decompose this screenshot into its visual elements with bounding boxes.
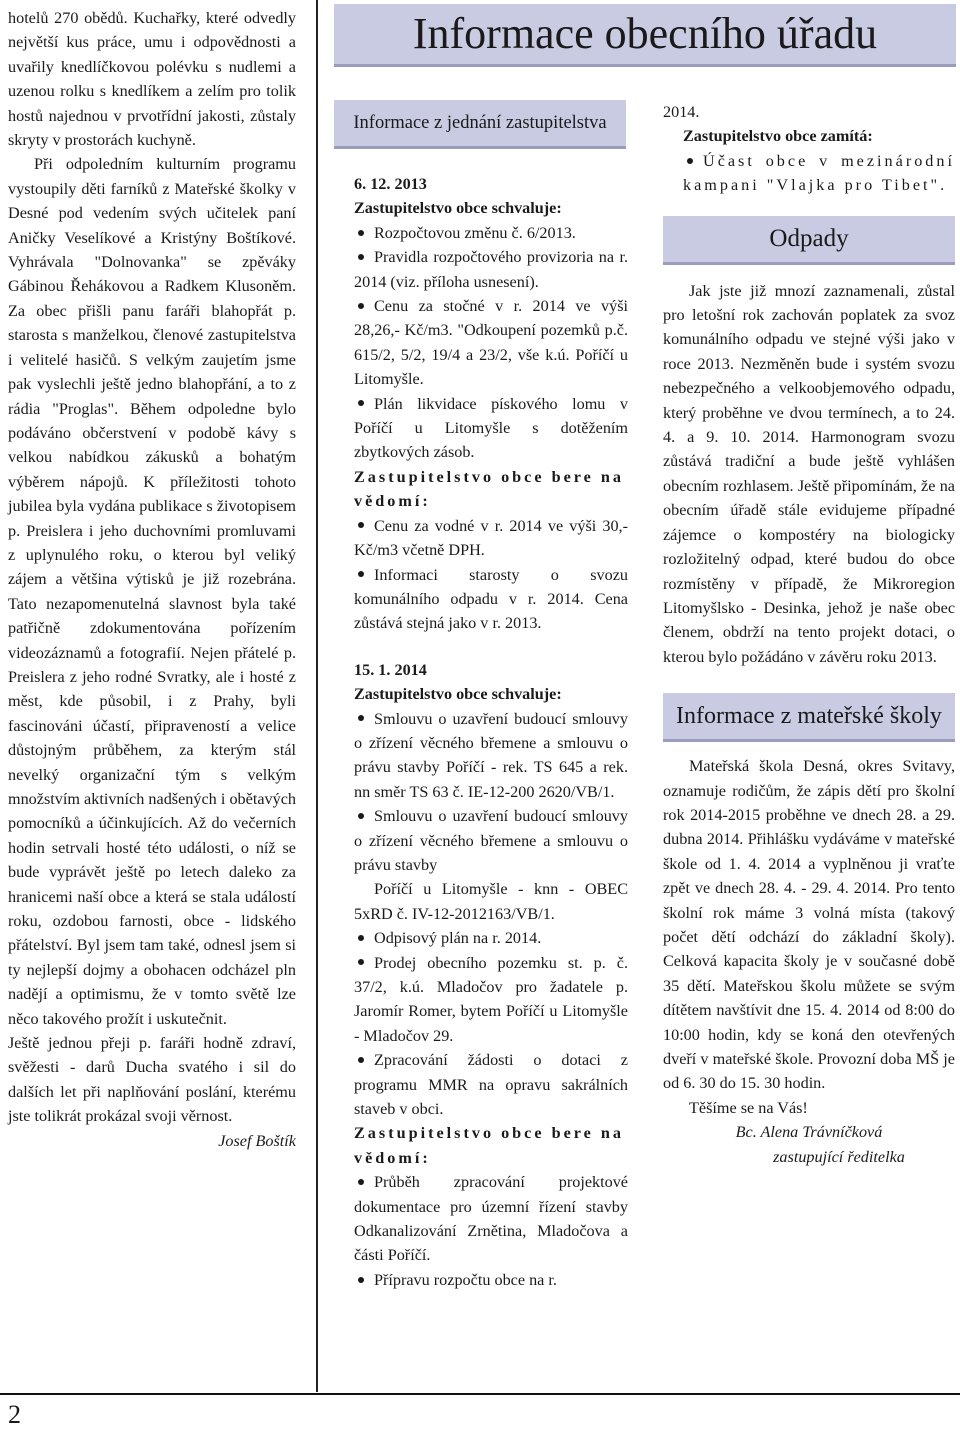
list-item: Informaci starosty o svozu komunálního odpadu v r. 2014. Cena zůstává stejná jako v r. 2013. xyxy=(354,565,628,633)
bullet-icon xyxy=(358,813,364,819)
paragraph: hotelů 270 obědů. Kuchařky, které odvedly největší kus práce, umu i odpovědnosti a uvařily knedlíčkovou polévku s nudlemi a uzenou rolku s knedlíkem a zelím pro tolik hostů najednou v prvotřídní jakosti, zůstaly skryty v prostorách kuchyně. xyxy=(8,9,296,150)
section-title-kindergarten: Informace z mateřské školy xyxy=(663,693,955,742)
list-item: Průběh zpracování projektové dokumentace pro územní řízení stavby Odkanalizování Zrnětina, Mladočova a části Poříčí. xyxy=(354,1173,628,1265)
notes-heading: Zastupitelstvo obce bere na vědomí: xyxy=(354,467,625,511)
rejects-heading: Zastupitelstvo obce zamítá: xyxy=(683,127,873,146)
list-item: Smlouvu o uzavření budoucí smlouvy o zřízení věcného břemene a smlouvu o právu stavby Poříčí - rek. TS 645 a rek. nn směr TS 63 č. IE-12-200 2620/VB/1. xyxy=(354,709,628,801)
article-column-left xyxy=(8,6,296,1153)
article-column-right xyxy=(663,100,955,1169)
footer-rule xyxy=(0,1393,960,1395)
paragraph: Ještě jednou přeji p. faráři hodně zdraví, svěžesti - darů Ducha svatého i sil do dalších let při naplňování poslání, kterému jste tolikrát prokázal svoji věrnost. xyxy=(8,1034,296,1126)
list-item: Prodej obecního pozemku st. p. č. 37/2, k.ú. Mladočov pro žadatele p. Jaromír Romer, bytem Poříčí u Litomyšle - Mladočov 29. xyxy=(354,953,628,1045)
list-item: Smlouvu o uzavření budoucí smlouvy o zřízení věcného břemene a smlouvu o právu stavby xyxy=(354,807,628,874)
bullet-icon xyxy=(358,1057,364,1063)
closing-line: Těšíme se na Vás! xyxy=(689,1098,808,1117)
section-title-council: Informace z jednání zastupitelstva xyxy=(334,100,626,149)
bullet-icon xyxy=(358,303,364,309)
list-item: Zpracování žádosti o dotaci z programu MMR na opravu sakrálních staveb v obci. xyxy=(354,1051,628,1119)
column-divider xyxy=(316,0,318,1392)
bullet-icon xyxy=(358,522,364,528)
meeting-date: 15. 1. 2014 xyxy=(354,660,427,679)
list-item: Cenu za stočné v r. 2014 ve výši 28,26,- Kč/m3. "Odkoupení pozemků p.č. 615/2, 5/2, 19/4 a 23/2, vše k.ú. Poříčí u Litomyšle. xyxy=(354,297,628,389)
paragraph: Při odpoledním kulturním programu vystoupily děti farníků z Mateřské školky v Desné pod vedením svých učitelek paní Aničky Veselíkové a Kristýny Boštíkové. Vyhrávala "Dolnovanka" se zpěváky Gábinou Řehákovou a Radkem Klusoněm. Za obec přišli panu faráři blahopřát p. starosta s manželkou, členové zastupitelstva i velitelé hasičů. S velkým zaujetím jsme pak vyslechli ještě jedno blahopřání, a to z rádia "Proglas". Během odpoledne bylo podáváno občerstvení v podobě kávy s velkou nabídkou zákusků a bohatým výběrem nápojů. K příležitosti tohoto jubilea byla vydána publikace s životopisem p. Preislera i jeho duchovními promluvami z uplynulého roku, o kterou byl veliký zájem a většina výtisků je již rozebrána. Tato nezapomenutelná slavnost byla také patřičně zdokumentována pořízením videozáznamů a fotografií. Nejen přátelé p. Preislera z jeho rodné Svratky, ale i hosté z měst, kde působil, i z Prahy, byli fascinováni účastí, připraveností a velice důstojným průběhem, za kterým stál nevelký organizační tým s velkým množstvím aktivních nadšených i obětavých pomocníků a účinkujících. Až do večerních hodin setrvali hosté této události, o níž se bude vyprávět ještě po letech daleko za hranicemi naší obce a která se stala událostí roku, ozdobou farnosti, obce - lidského přátelství. Byl jsem tam také, odnesl jsem si ty nejlepší dojmy a obohacen odcházel pln nadějí a optimismu, že v tomto světě lze něco takového prožít i uskutečnit. xyxy=(8,155,296,1028)
section-title-waste: Odpady xyxy=(663,216,955,265)
list-item-continuation: Poříčí u Litomyšle - knn - OBEC 5xRD č. IV-12-2012163/VB/1. xyxy=(354,880,628,923)
page-number: 2 xyxy=(8,1400,21,1429)
list-item: Odpisový plán na r. 2014. xyxy=(354,926,628,950)
bullet-icon xyxy=(358,959,364,965)
paragraph: Jak jste již mnozí zaznamenali, zůstal pro letošní rok zachován poplatek za svoz komunálního odpadu ve stejné výši jako v roce 2013. Nezměněn bude i systém svozu nebezpečného a velkoobjemového odpadu, který proběhne ve dvou termínech, a to 24. 4. a 9. 10. 2014. Harmonogram svozu zůstává tradiční a bude ještě vyhlášen obecním rozhlasem. Ještě připomínám, že na obecním úřadě stále evidujeme případné zájemce o kompostéry na biologicky rozložitelný odpad, které budou do obce rozmístěny v případě, že Mikroregion Litomyšlsko - Desinka, jehož je naše obec členem, obdrží na tento projekt dotaci, o kterou bylo požádáno v závěru roku 2013. xyxy=(663,281,955,666)
signature-name: Bc. Alena Trávníčková xyxy=(735,1123,883,1142)
meeting-date: 6. 12. 2013 xyxy=(354,175,427,193)
notes-heading: Zastupitelstvo obce bere na vědomí: xyxy=(354,1124,625,1167)
bullet-icon xyxy=(358,400,364,406)
masthead-title: Informace obecního úřadu xyxy=(334,4,956,67)
list-item: Pravidla rozpočtového provizoria na r. 2014 (viz. příloha usnesení). xyxy=(354,248,628,291)
bullet-icon xyxy=(358,230,364,236)
bullet-icon xyxy=(358,571,364,577)
signature-role: zastupující ředitelka xyxy=(773,1147,905,1166)
bullet-icon xyxy=(358,1277,364,1283)
approves-heading: Zastupitelstvo obce schvaluje: xyxy=(354,685,562,704)
paragraph: Mateřská škola Desná, okres Svitavy, oznamuje rodičům, že zápis dětí pro školní rok 2014-2015 proběhne ve dnech 28. a 29. dubna 2014. Přihlášku vydáváme v mateřské škole od 1. 4. 2014 a vyplněnou ji vraťte zpět ve dnech 28. 4. - 29. 4. 2014. Pro tento školní rok máme 3 volná místa (takový počet dětí odchází do základní školy). Celková kapacita školy je v současné době 35 dětí. Mateřskou školu můžete se svým dítětem navštívit dne 15. 4. 2014 od 8:00 do 10:00 hodin, kdy se koná den otevřených dveří v mateřské škole. Provozní doba MŠ je od 6. 30 do 15. 30 hodin. xyxy=(663,757,955,1093)
bullet-icon xyxy=(358,715,364,721)
approves-heading: Zastupitelstvo obce schvaluje: xyxy=(354,199,562,218)
bullet-icon xyxy=(358,935,364,941)
list-item: Cenu za vodné v r. 2014 ve výši 30,- Kč/m3 včetně DPH. xyxy=(354,516,628,560)
author-signature: Josef Boštík xyxy=(218,1131,296,1150)
bullet-icon xyxy=(358,254,364,260)
list-item: Přípravu rozpočtu obce na r. xyxy=(354,1268,628,1292)
list-item: Plán likvidace pískového lomu v Poříčí u Litomyšle s dotěžením zbytkových zásob. xyxy=(354,394,628,462)
list-item: Rozpočtovou změnu č. 6/2013. xyxy=(354,221,628,245)
article-column-middle xyxy=(354,172,628,1292)
list-item: Účast obce v mezinárodní kampani "Vlajka pro Tibet". xyxy=(683,151,955,195)
bullet-icon xyxy=(358,1179,364,1185)
continued-text: 2014. xyxy=(663,103,700,121)
bullet-icon xyxy=(687,158,693,164)
